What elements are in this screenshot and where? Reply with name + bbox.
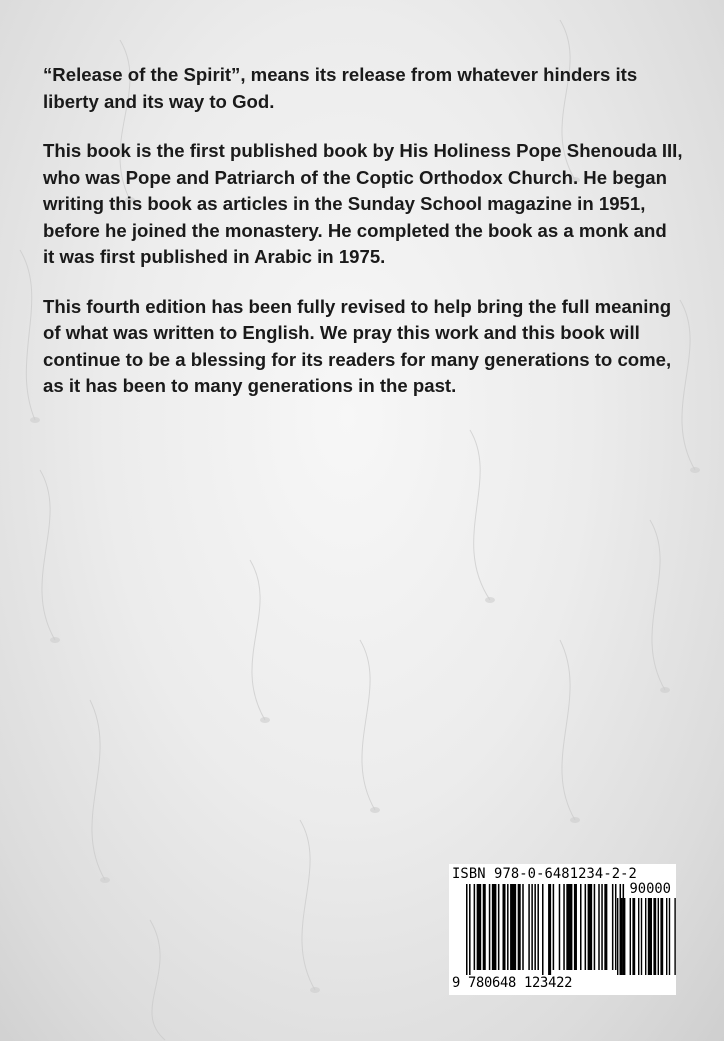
barcode-bar <box>585 884 587 970</box>
barcode-bar <box>531 884 533 970</box>
barcode-bar <box>534 884 536 970</box>
barcode-guard-bar <box>548 884 551 975</box>
price-code-text: 90000 <box>629 881 671 897</box>
barcode-bar <box>537 884 539 970</box>
barcode-bar <box>566 884 572 970</box>
barcode-bar <box>559 884 561 970</box>
ean-lead-digit: 9 <box>452 975 461 991</box>
barcode-bar <box>580 884 582 970</box>
blurb-paragraph-1: “Release of the Spirit”, means its release from whatever hinders its liberty and its way to God. <box>43 64 638 112</box>
barcode-bar <box>474 884 476 970</box>
ean-barcode-bars <box>449 884 676 975</box>
barcode-bar <box>502 884 505 970</box>
barcode-bar <box>483 884 486 970</box>
barcode-bar <box>553 884 555 970</box>
back-cover-blurb <box>43 62 683 423</box>
barcode-addon-bar <box>638 898 639 975</box>
barcode-guard-bar <box>623 884 625 975</box>
barcode-bar <box>598 884 600 970</box>
barcode-bar <box>601 884 603 970</box>
barcode-bar <box>588 884 593 970</box>
barcode-guard-bar <box>469 884 471 975</box>
barcode-bar <box>563 884 565 970</box>
barcode-bar <box>612 884 614 970</box>
ean-digits: 780648 123422 <box>468 975 573 991</box>
barcode-bar <box>498 884 500 970</box>
isbn-text: ISBN 978-0-6481234-2-2 <box>452 866 637 882</box>
barcode-bar <box>615 884 617 970</box>
barcode-bar <box>492 884 497 970</box>
barcode-bar <box>518 884 521 970</box>
barcode-bar <box>528 884 530 970</box>
barcode-addon-bar <box>666 898 667 975</box>
barcode-addon-bar <box>630 898 631 975</box>
barcode-bar <box>522 884 524 970</box>
barcode-bar <box>510 884 516 970</box>
barcode-addon-bar <box>645 898 646 975</box>
barcode-addon-bar <box>653 898 656 975</box>
barcode-addon-bar <box>648 898 652 975</box>
barcode-addon-bar <box>632 898 635 975</box>
barcode-bar <box>574 884 577 970</box>
blurb-paragraph-2: This book is the first published book by His Holiness Pope Shenouda III, who was Pope and Patriarch of the Coptic Orthodox Church. He began writing this book as articles in the Sunday School magazine in 1951, before he joined the monastery. He completed the book as a monk and it was first published in Arabic in 1975. <box>43 140 683 267</box>
barcode-guard-bar <box>542 884 544 975</box>
barcode-addon-bar <box>658 898 659 975</box>
barcode-addon-bar <box>669 898 670 975</box>
barcode-bar <box>594 884 596 970</box>
isbn-barcode <box>449 864 676 995</box>
barcode-addon-bar <box>617 898 618 975</box>
barcode-bar <box>507 884 509 970</box>
barcode-bar <box>489 884 491 970</box>
blurb-paragraph-3: This fourth edition has been fully revised to help bring the full meaning of what was written to English. We pray this work and this book will continue to be a blessing for its readers for many generations to come, as it has been to many generations in the past. <box>43 295 672 396</box>
barcode-addon-bar <box>620 898 623 975</box>
barcode-bar <box>477 884 482 970</box>
barcode-addon-bar <box>660 898 663 975</box>
barcode-addon-bar <box>624 898 625 975</box>
barcode-addon-bar <box>641 898 642 975</box>
barcode-bar <box>604 884 607 970</box>
barcode-addon-bar <box>674 898 675 975</box>
barcode-guard-bar <box>466 884 468 975</box>
